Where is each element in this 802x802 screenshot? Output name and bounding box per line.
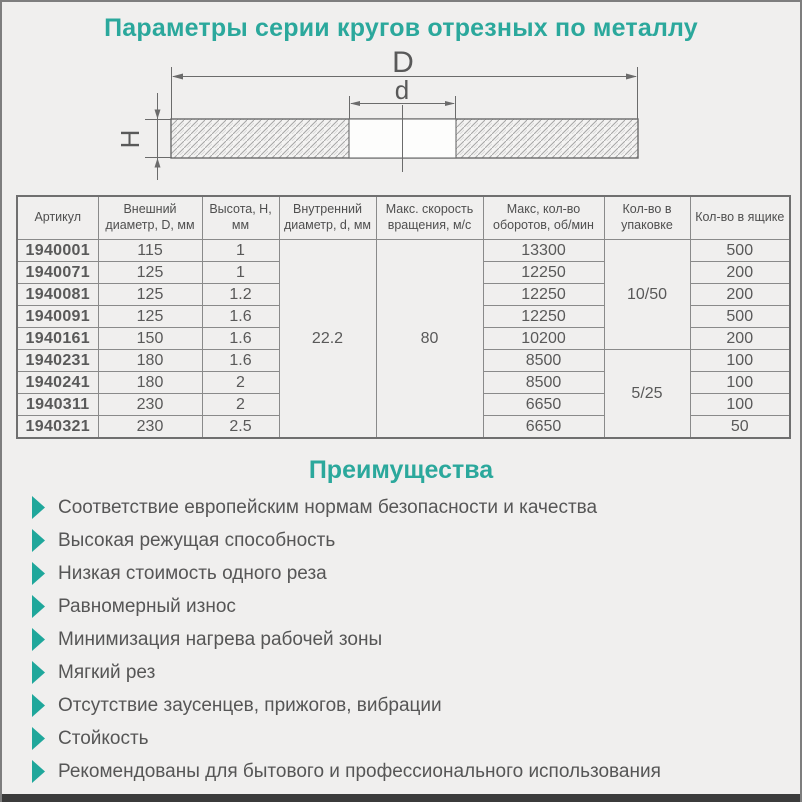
cell-box: 500 (690, 240, 790, 262)
cell-article: 1940321 (17, 416, 98, 439)
cell-rpm: 10200 (483, 328, 604, 350)
disc-cross-section-diagram (2, 43, 802, 193)
cell-height: 2 (202, 372, 279, 394)
cell-rpm: 6650 (483, 416, 604, 439)
arrow-bullet-icon (32, 694, 45, 717)
label-d: d (394, 75, 410, 105)
cell-rpm: 12250 (483, 262, 604, 284)
table-row (17, 240, 790, 262)
col-header-outer-diameter: Внешний диаметр, D, мм (98, 196, 202, 240)
col-header-qty-pack: Кол-во в упаковке (604, 196, 690, 240)
advantages-title: Преимущества (308, 456, 494, 484)
cell-article: 1940001 (17, 240, 98, 262)
cell-article: 1940241 (17, 372, 98, 394)
col-header-inner-diameter: Внутренний диаметр, d, мм (279, 196, 376, 240)
cell-outer: 125 (98, 284, 202, 306)
cell-inner-diameter-merged: 22.2 (279, 240, 376, 439)
col-header-max-rpm: Макс, кол-во оборотов, об/мин (483, 196, 604, 240)
col-header-max-speed: Макс. скорость вращения, м/с (376, 196, 483, 240)
cell-outer: 150 (98, 328, 202, 350)
table-header-row (17, 196, 790, 240)
cell-outer: 125 (98, 306, 202, 328)
disc-body (171, 119, 638, 158)
cell-rpm: 12250 (483, 306, 604, 328)
cell-box: 200 (690, 262, 790, 284)
cell-outer: 180 (98, 350, 202, 372)
list-item (32, 590, 800, 623)
cell-article: 1940091 (17, 306, 98, 328)
list-item (32, 524, 800, 557)
cell-height: 1.6 (202, 306, 279, 328)
arrow-bullet-icon (32, 628, 45, 651)
list-item (32, 722, 800, 755)
cell-rpm: 8500 (483, 372, 604, 394)
cell-pack-merged-bottom: 5/25 (604, 350, 690, 439)
advantage-text: Рекомендованы для бытового и профессионального использования (58, 760, 661, 782)
cell-article: 1940071 (17, 262, 98, 284)
advantage-text: Мягкий рез (58, 661, 156, 683)
list-item (32, 623, 800, 656)
arrow-bullet-icon (32, 661, 45, 684)
cell-height: 1.2 (202, 284, 279, 306)
label-H: H (115, 129, 145, 149)
label-D: D (392, 46, 414, 79)
spec-table (16, 195, 791, 439)
cell-outer: 115 (98, 240, 202, 262)
cell-outer: 230 (98, 416, 202, 439)
cell-height: 1.6 (202, 350, 279, 372)
list-item (32, 656, 800, 689)
advantage-text: Стойкость (58, 727, 149, 749)
list-item (32, 689, 800, 722)
cell-box: 100 (690, 372, 790, 394)
cell-article: 1940311 (17, 394, 98, 416)
list-item (32, 755, 800, 788)
advantage-text: Высокая режущая способность (58, 529, 336, 551)
cell-box: 50 (690, 416, 790, 439)
cell-height: 1 (202, 240, 279, 262)
cell-outer: 180 (98, 372, 202, 394)
cell-height: 1.6 (202, 328, 279, 350)
advantage-text: Отсутствие заусенцев, прижогов, вибрации (58, 694, 442, 716)
bottom-accent-bar (2, 794, 800, 802)
cell-box: 500 (690, 306, 790, 328)
cell-outer: 230 (98, 394, 202, 416)
arrow-bullet-icon (32, 595, 45, 618)
cell-box: 200 (690, 284, 790, 306)
cell-height: 2.5 (202, 416, 279, 439)
cell-article: 1940161 (17, 328, 98, 350)
cell-box: 100 (690, 350, 790, 372)
list-item (32, 491, 800, 524)
advantage-text: Соответствие европейским нормам безопасности и качества (58, 496, 598, 518)
cell-max-speed-merged: 80 (376, 240, 483, 439)
cell-box: 100 (690, 394, 790, 416)
dimension-H (115, 93, 172, 180)
cell-rpm: 12250 (483, 284, 604, 306)
arrow-bullet-icon (32, 496, 45, 519)
cell-height: 1 (202, 262, 279, 284)
cell-article: 1940231 (17, 350, 98, 372)
advantage-text: Низкая стоимость одного реза (58, 562, 327, 584)
page-title: Параметры серии кругов отрезных по металлу (104, 14, 698, 42)
advantage-text: Равномерный износ (58, 595, 236, 617)
arrow-bullet-icon (32, 727, 45, 750)
cell-rpm: 6650 (483, 394, 604, 416)
cell-box: 200 (690, 328, 790, 350)
cell-height: 2 (202, 394, 279, 416)
cell-rpm: 13300 (483, 240, 604, 262)
col-header-height: Высота, Н, мм (202, 196, 279, 240)
cell-rpm: 8500 (483, 350, 604, 372)
arrow-bullet-icon (32, 562, 45, 585)
col-header-qty-box: Кол-во в ящике (690, 196, 790, 240)
col-header-article: Артикул (17, 196, 98, 240)
arrow-bullet-icon (32, 529, 45, 552)
advantage-text: Минимизация нагрева рабочей зоны (58, 628, 383, 650)
cell-outer: 125 (98, 262, 202, 284)
cell-pack-merged-top: 10/50 (604, 240, 690, 350)
list-item (32, 557, 800, 590)
cell-article: 1940081 (17, 284, 98, 306)
advantages-list (2, 491, 800, 788)
arrow-bullet-icon (32, 760, 45, 783)
